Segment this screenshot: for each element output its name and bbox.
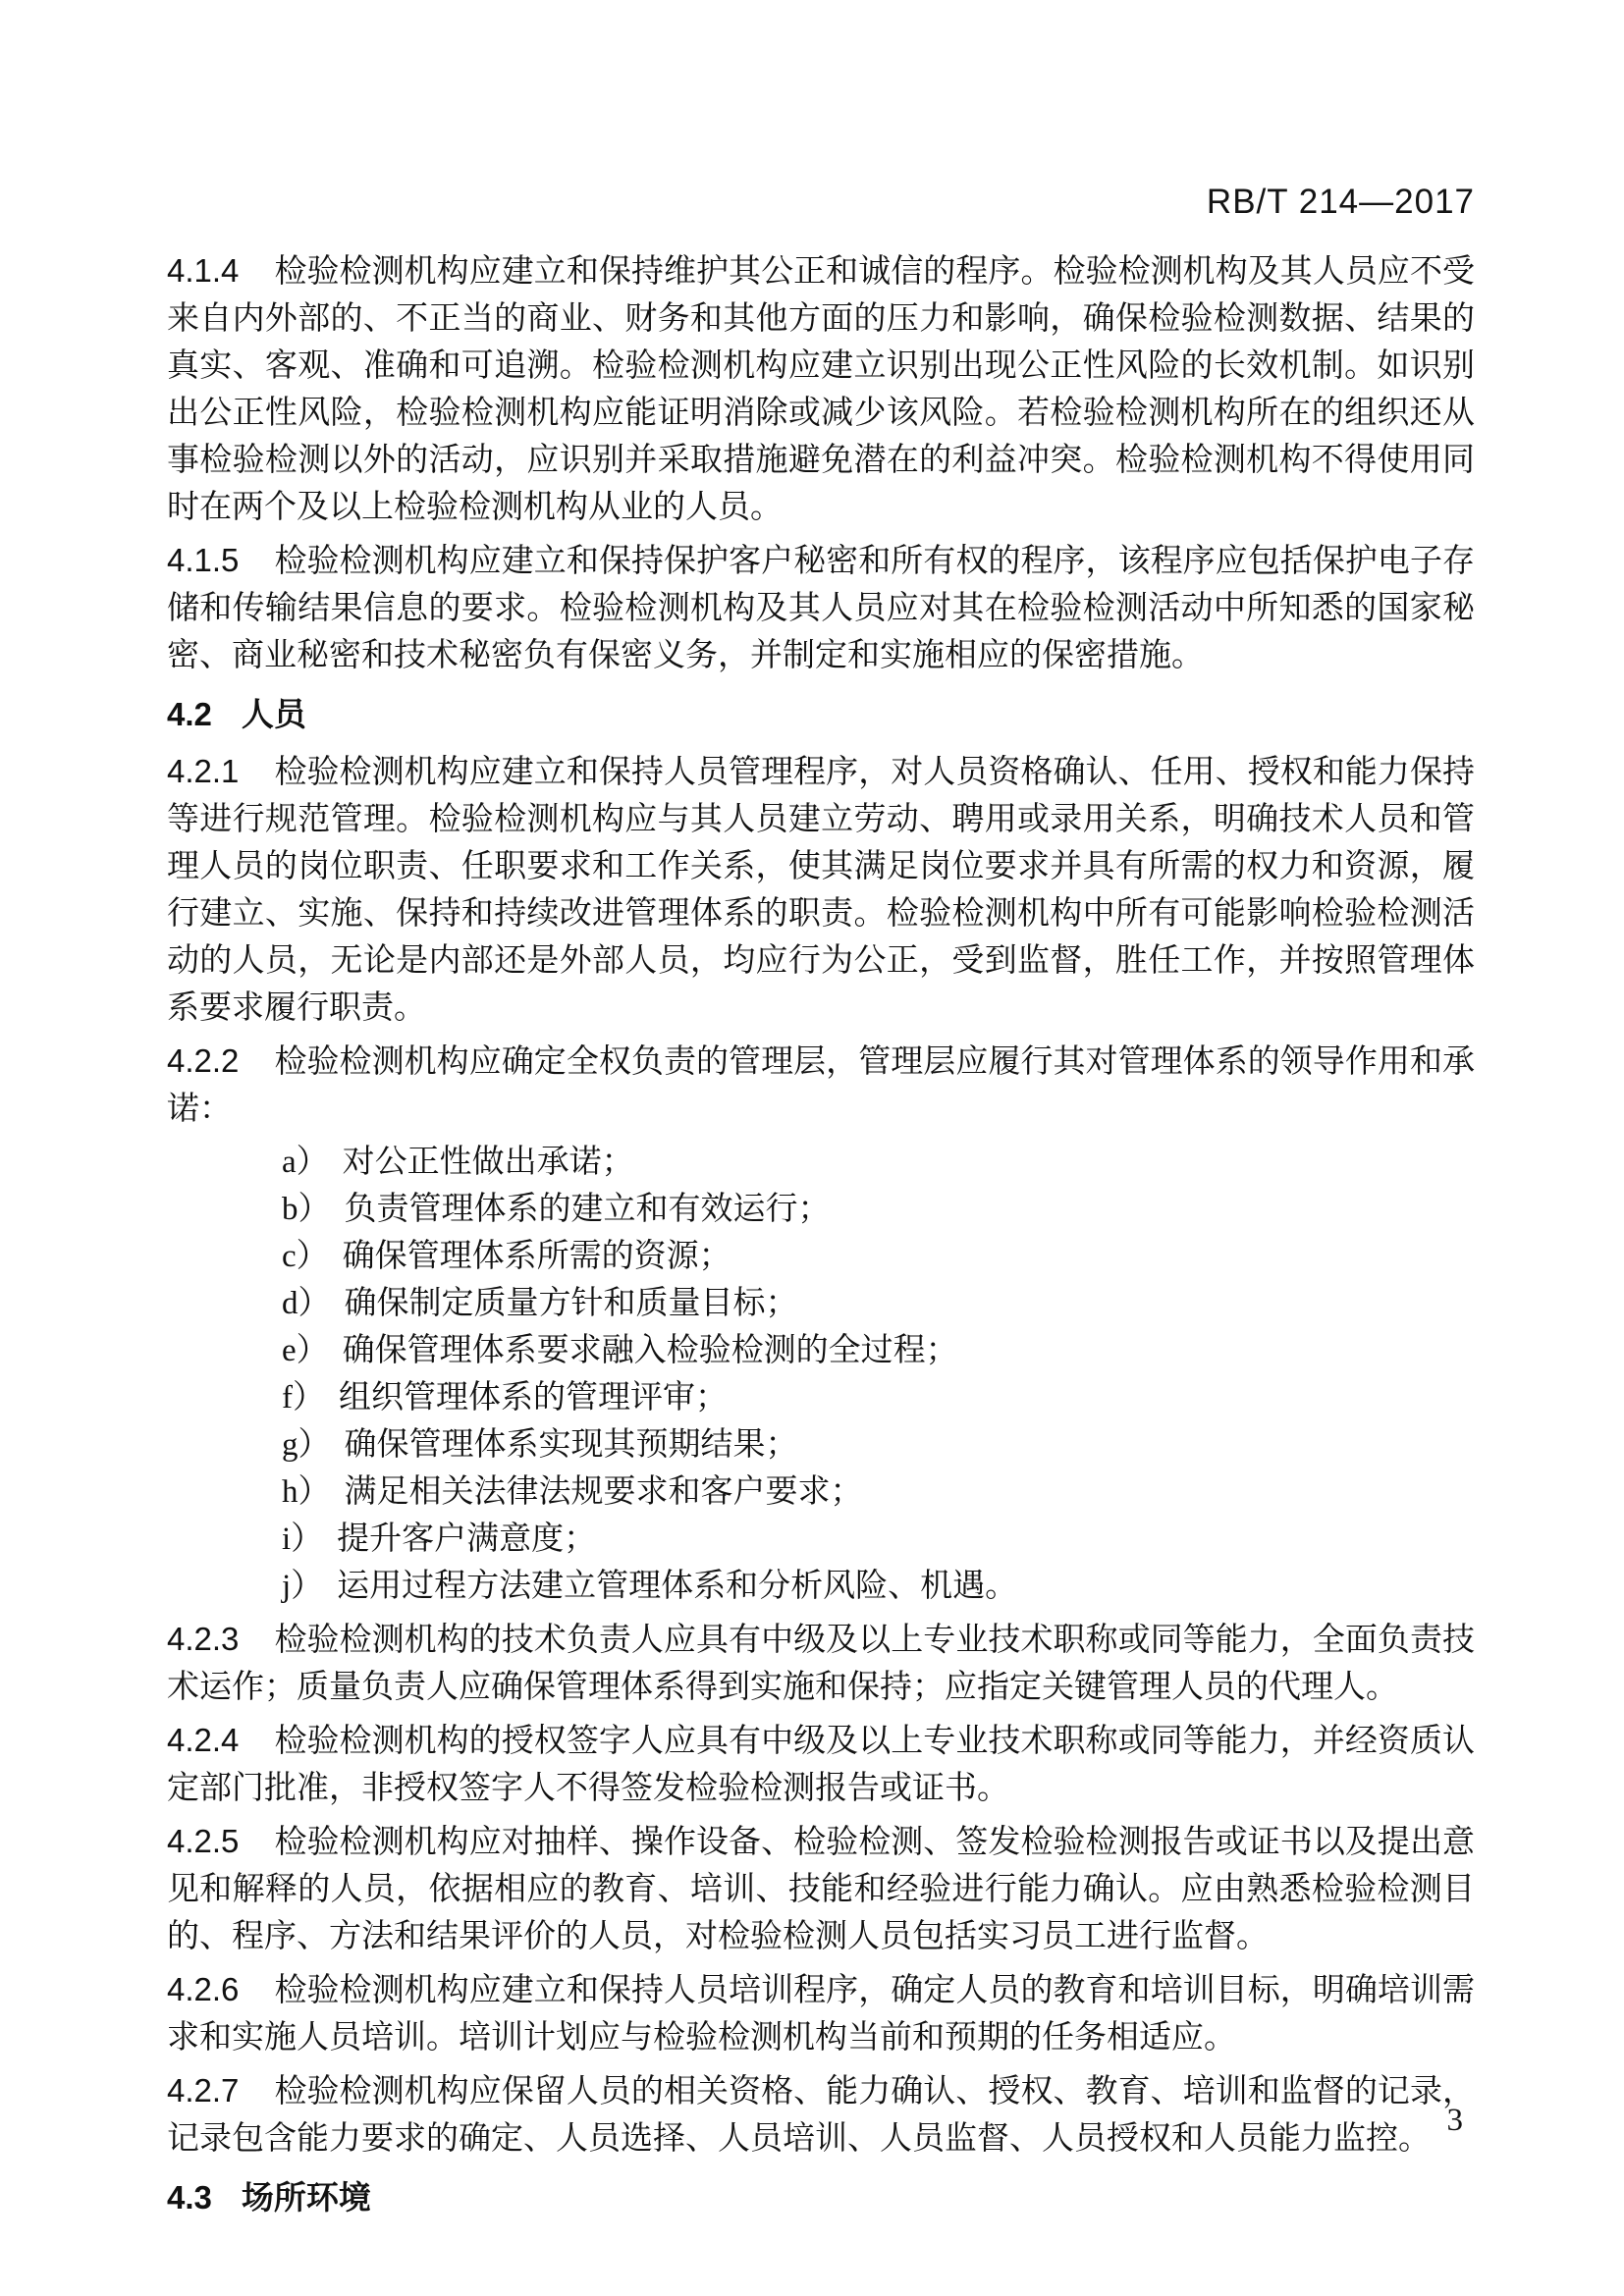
page-header (167, 183, 1475, 222)
list-item-label: f） (282, 1380, 325, 1415)
list-item (167, 1374, 1475, 1421)
clause-text: 检验检测机构应建立和保持维护其公正和诚信的程序。检验检测机构及其人员应不受来自内外部的、不正当的商业、财务和其他方面的压力和影响，确保检验检测数据、结果的真实、客观、准确和可追溯。检验检测机构应建立识别出现公正性风险的长效机制。如识别出公正性风险，检验检测机构应能证明消除或减少该风险。若检验检测机构所在的组织还从事检验检测以外的活动，应识别并采取措施避免潜在的利益冲突。检验检测机构不得使用同时在两个及以上检验检测机构从业的人员。 (167, 254, 1475, 525)
page-footer (167, 2103, 1463, 2139)
list-item-text: 负责管理体系的建立和有效运行； (344, 1192, 831, 1227)
clause-text: 检验检测机构应确定全权负责的管理层，管理层应履行其对管理体系的领导作用和承诺： (167, 1044, 1475, 1127)
list-item-text: 确保管理体系所需的资源； (342, 1239, 731, 1274)
clause-number: 4.2.4 (167, 1722, 240, 1758)
clause-number: 4.2.3 (167, 1621, 240, 1657)
clause-text: 检验检测机构应建立和保持人员培训程序，确定人员的教育和培训目标，明确培训需求和实施人员培训。培训计划应与检验检测机构当前和预期的任务相适应。 (167, 1973, 1475, 2056)
clause-number: 4.1.4 (167, 252, 240, 289)
clause-number: 4.2.6 (167, 1971, 240, 2007)
document-body (167, 247, 1475, 2231)
list-item (167, 1186, 1475, 1233)
list-item-label: g） (282, 1427, 331, 1463)
list-item-text: 组织管理体系的管理评审； (339, 1380, 728, 1415)
list-item (167, 1139, 1475, 1186)
clause-list-4.2.2 (167, 1139, 1475, 1610)
list-item (167, 1468, 1475, 1516)
list-item-text: 运用过程方法建立管理体系和分析风险、机遇。 (337, 1569, 1018, 1604)
clause-number: 4.2.1 (167, 753, 240, 789)
clause-text: 检验检测机构应建立和保持保护客户秘密和所有权的程序，该程序应包括保护电子存储和传输结果信息的要求。检验检测机构及其人员应对其在检验检测活动中所知悉的国家秘密、商业秘密和技术秘密负有保密义务，并制定和实施相应的保密措施。 (167, 544, 1475, 673)
list-item-label: c） (282, 1239, 329, 1274)
section-heading-4.2 (167, 691, 1475, 738)
page-number: 3 (1446, 2103, 1463, 2138)
list-item-label: i） (282, 1522, 324, 1557)
section-title: 人员 (241, 696, 306, 732)
clause-4.2.5 (167, 1818, 1475, 1960)
clause-number: 4.2.2 (167, 1042, 240, 1079)
list-item (167, 1327, 1475, 1374)
clause-number: 4.2.7 (167, 2072, 240, 2109)
list-item-text: 提升客户满意度； (337, 1522, 597, 1557)
clause-4.2.6 (167, 1966, 1475, 2061)
list-item (167, 1421, 1475, 1468)
clause-4.2.1 (167, 748, 1475, 1032)
clause-number: 4.2.5 (167, 1823, 240, 1859)
clause-text: 检验检测机构应建立和保持人员管理程序，对人员资格确认、任用、授权和能力保持等进行规范管理。检验检测机构应与其人员建立劳动、聘用或录用关系，明确技术人员和管理人员的岗位职责、任职要求和工作关系，使其满足岗位要求并具有所需的权力和资源，履行建立、实施、保持和持续改进管理体系的职责。检验检测机构中所有可能影响检验检测活动的人员，无论是内部还是外部人员，均应行为公正，受到监督，胜任工作，并按照管理体系要求履行职责。 (167, 755, 1475, 1026)
clause-text: 检验检测机构应对抽样、操作设备、检验检测、签发检验检测报告或证书以及提出意见和解释的人员，依据相应的教育、培训、技能和经验进行能力确认。应由熟悉检验检测目的、程序、方法和结果评价的人员，对检验检测人员包括实习员工进行监督。 (167, 1825, 1475, 1954)
list-item-label: d） (282, 1286, 331, 1321)
clause-text: 检验检测机构应保留人员的相关资格、能力确认、授权、教育、培训和监督的记录，记录包含能力要求的确定、人员选择、人员培训、人员监督、人员授权和人员能力监控。 (167, 2074, 1475, 2157)
section-number: 4.3 (167, 2179, 212, 2216)
section-number: 4.2 (167, 696, 212, 732)
list-item (167, 1233, 1475, 1280)
list-item (167, 1516, 1475, 1563)
section-title: 场所环境 (241, 2179, 371, 2216)
clause-4.2.2 (167, 1038, 1475, 1133)
list-item-text: 确保制定质量方针和质量目标； (344, 1286, 798, 1321)
standard-code: RB/T 214—2017 (1206, 183, 1475, 221)
clause-4.1.5 (167, 537, 1475, 679)
list-item (167, 1563, 1475, 1610)
clause-text: 检验检测机构的技术负责人应具有中级及以上专业技术职称或同等能力，全面负责技术运作；质量负责人应确保管理体系得到实施和保持；应指定关键管理人员的代理人。 (167, 1623, 1475, 1705)
list-item-label: h） (282, 1474, 331, 1510)
list-item-text: 确保管理体系实现其预期结果； (344, 1427, 798, 1463)
list-item-text: 满足相关法律法规要求和客户要求； (344, 1474, 863, 1510)
clause-number: 4.1.5 (167, 542, 240, 578)
clause-4.2.3 (167, 1616, 1475, 1711)
clause-4.2.4 (167, 1717, 1475, 1812)
list-item-text: 对公正性做出承诺； (342, 1145, 634, 1180)
list-item-label: e） (282, 1333, 329, 1368)
section-heading-4.3 (167, 2174, 1475, 2221)
clause-4.1.4 (167, 247, 1475, 531)
list-item-label: j） (282, 1569, 324, 1604)
list-item (167, 1280, 1475, 1327)
clause-text: 检验检测机构的授权签字人应具有中级及以上专业技术职称或同等能力，并经资质认定部门批准，非授权签字人不得签发检验检测报告或证书。 (167, 1724, 1475, 1806)
list-item-label: b） (282, 1192, 331, 1227)
list-item-text: 确保管理体系要求融入检验检测的全过程； (342, 1333, 958, 1368)
list-item-label: a） (282, 1145, 329, 1180)
